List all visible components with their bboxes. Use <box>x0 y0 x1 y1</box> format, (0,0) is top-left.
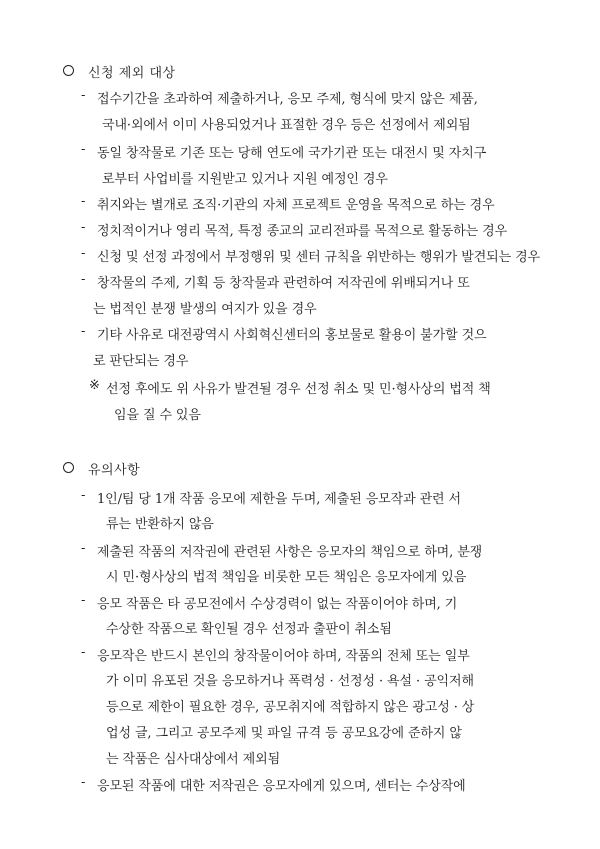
list-item-line: 창작물의 주제, 기획 등 창작물과 관련하여 저작권에 위배되거나 또 <box>97 276 470 291</box>
list-item-line: 제출된 작품의 저작권에 관련된 사항은 응모자의 책임으로 하며, 분쟁 <box>97 545 483 560</box>
list-item-line: 류는 반환하지 않음 <box>106 517 214 532</box>
list-item-line: 국내·외에서 이미 사용되었거나 표절한 경우 등은 선정에서 제외됨 <box>102 118 471 133</box>
circle-bullet-icon <box>63 462 74 473</box>
dash-bullet: - <box>81 488 86 503</box>
dash-bullet: - <box>81 645 86 660</box>
dash-bullet: - <box>81 593 86 608</box>
list-item-line: 는 법적인 분쟁 발생의 여지가 있을 경우 <box>93 302 317 317</box>
list-item-line: 정치적이거나 영리 목적, 특정 종교의 교리전파를 목적으로 활동하는 경우 <box>97 224 508 239</box>
dash-bullet: - <box>81 194 86 209</box>
list-item-line: 가 이미 유포된 것을 응모하거나 폭력성 · 선정성 · 욕설 · 공익저해 <box>106 674 474 689</box>
list-item-line: 기타 사유로 대전광역시 사회혁신센터의 홍보물로 활용이 불가할 것으 <box>97 328 487 343</box>
dash-bullet: - <box>81 246 86 261</box>
dash-bullet: - <box>81 88 86 103</box>
note-line: 선정 후에도 위 사유가 발견될 경우 선정 취소 및 민·형사상의 법적 책 <box>106 382 491 397</box>
list-item-line: 응모 작품은 타 공모전에서 수상경력이 없는 작품이어야 하며, 기 <box>97 597 458 612</box>
dash-bullet: - <box>81 324 86 339</box>
dash-bullet: - <box>81 142 86 157</box>
list-item-line: 는 작품은 심사대상에서 제외됨 <box>106 752 281 767</box>
section-title: 유의사항 <box>88 463 141 478</box>
note-line: 임을 질 수 있음 <box>114 408 201 423</box>
section-heading-exclusions <box>63 62 176 81</box>
list-item-line: 1인/팀 당 1개 작품 응모에 제한을 두며, 제출된 응모작과 관련 서 <box>97 492 461 507</box>
section-title: 신청 제외 대상 <box>88 66 176 81</box>
note-mark: ※ <box>89 378 100 393</box>
dash-bullet: - <box>81 775 86 790</box>
list-item-line: 수상한 작품으로 확인될 경우 선정과 출판이 취소됨 <box>106 622 392 637</box>
list-item-line: 접수기간을 초과하여 제출하거나, 응모 주제, 형식에 맞지 않은 제품, <box>97 92 478 107</box>
list-item-line: 신청 및 선정 과정에서 부정행위 및 센터 규칙을 위반하는 행위가 발견되는 경우 <box>97 250 541 265</box>
list-item-line: 응모된 작품에 대한 저작권은 응모자에게 있으며, 센터는 수상작에 <box>97 779 466 794</box>
list-item-line: 시 민·형사상의 법적 책임을 비롯한 모든 책임은 응모자에게 있음 <box>106 570 467 585</box>
dash-bullet: - <box>81 541 86 556</box>
section-heading-notices <box>63 459 140 478</box>
list-item-line: 취지와는 별개로 조직·기관의 자체 프로젝트 운영을 목적으로 하는 경우 <box>97 198 495 213</box>
list-item-line: 로 판단되는 경우 <box>93 354 189 369</box>
list-item-line: 업성 글, 그리고 공모주제 및 파일 규격 등 공모요강에 준하지 않 <box>106 726 462 741</box>
circle-bullet-icon <box>63 65 74 76</box>
list-item-line: 응모작은 반드시 본인의 창작물이어야 하며, 작품의 전체 또는 일부 <box>97 649 470 664</box>
list-item-line: 동일 창작물로 기존 또는 당해 연도에 국가기관 또는 대전시 및 자치구 <box>97 146 487 161</box>
list-item-line: 등으로 제한이 필요한 경우, 공모취지에 적합하지 않은 광고성 · 상 <box>106 700 475 715</box>
dash-bullet: - <box>81 272 86 287</box>
list-item-line: 로부터 사업비를 지원받고 있거나 지원 예정인 경우 <box>102 172 388 187</box>
dash-bullet: - <box>81 220 86 235</box>
